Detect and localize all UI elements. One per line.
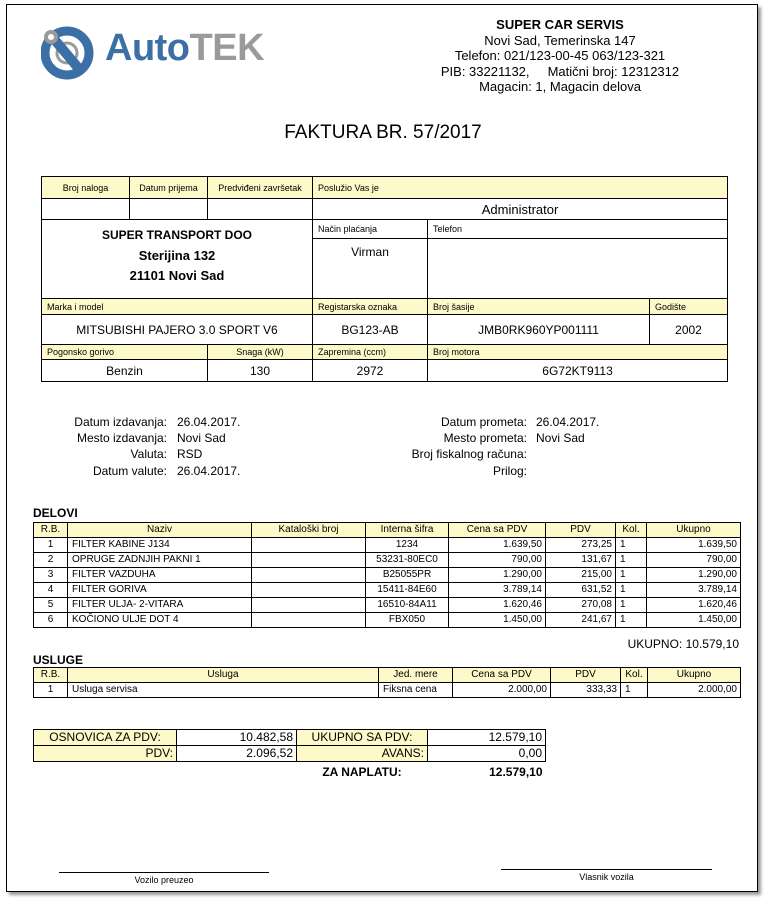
ukupno-sa-pdv-label: UKUPNO SA PDV: xyxy=(297,730,428,746)
usluge-cell: 1 xyxy=(34,683,68,698)
delovi-col-rb: R.B. xyxy=(34,523,68,538)
delovi-cell: 1 xyxy=(616,568,647,583)
delovi-col-cena: Cena sa PDV xyxy=(449,523,546,538)
delovi-row xyxy=(34,613,741,628)
delovi-cell: 790,00 xyxy=(647,553,741,568)
nacin-placanja-value: Virman xyxy=(313,239,428,299)
mesto-prometa-label: Mesto prometa: xyxy=(443,431,527,445)
gorivo-value: Benzin xyxy=(42,360,208,382)
delovi-cell: OPRUGE ZADNJIH PAKNI 1 xyxy=(68,553,252,568)
delovi-row xyxy=(34,583,741,598)
delovi-cell: 215,00 xyxy=(546,568,616,583)
delovi-cell: 1.639,50 xyxy=(449,538,546,553)
sasija-label: Broj šasije xyxy=(428,299,650,315)
delovi-cell: 1.290,00 xyxy=(449,568,546,583)
usluge-cell: 2.000,00 xyxy=(453,683,551,698)
delovi-cell: B25055PR xyxy=(366,568,449,583)
datum-izdavanja-value: 26.04.2017. xyxy=(177,415,241,429)
delovi-col-kol: Kol. xyxy=(616,523,647,538)
snaga-value: 130 xyxy=(208,360,313,382)
delovi-cell xyxy=(252,538,366,553)
valuta-value: RSD xyxy=(177,447,203,461)
mesto-izdavanja-label: Mesto izdavanja: xyxy=(76,431,167,445)
company-info xyxy=(395,17,725,95)
za-naplatu-label: ZA NAPLATU: xyxy=(322,764,402,779)
delovi-cell: 1 xyxy=(616,553,647,568)
usluge-title: USLUGE xyxy=(33,653,84,667)
godiste-label: Godište xyxy=(650,299,728,315)
delovi-cell xyxy=(252,598,366,613)
delovi-row xyxy=(34,568,741,583)
usluge-row xyxy=(34,683,741,698)
logo-wordmark: AutoTEK xyxy=(105,27,265,69)
company-warehouse: Magacin: 1, Magacin delova xyxy=(479,79,641,94)
delovi-cell: 6 xyxy=(34,613,68,628)
posluzio-label: Poslužio Vas je xyxy=(313,177,728,199)
delovi-cell: 53231-80EC0 xyxy=(366,553,449,568)
delovi-row xyxy=(34,538,741,553)
prilog-label: Prilog: xyxy=(492,464,527,478)
reg-value: BG123-AB xyxy=(313,315,428,345)
motor-label: Broj motora xyxy=(428,345,728,360)
usluge-table xyxy=(33,667,741,698)
company-pib: PIB: 33221132, Matični broj: 12312312 xyxy=(440,63,680,79)
delovi-col-sifra: Interna šifra xyxy=(366,523,449,538)
delovi-cell: 1.450,00 xyxy=(449,613,546,628)
delovi-cell: 3.789,14 xyxy=(647,583,741,598)
datum-prometa-label: Datum prometa: xyxy=(440,415,527,429)
invoice-title: FAKTURA BR. 57/2017 xyxy=(284,122,482,143)
delovi-col-naziv: Naziv xyxy=(68,523,252,538)
customer-name: SUPER TRANSPORT DOO xyxy=(101,228,252,242)
delovi-cell: FILTER ULJA- 2-VITARA xyxy=(68,598,252,613)
delovi-cell: 15411-84E60 xyxy=(366,583,449,598)
pdv-value: 2.096,52 xyxy=(177,746,297,762)
signature-label-right: Vlasnik vozila xyxy=(579,872,634,882)
avans-label: AVANS: xyxy=(297,746,428,762)
delovi-cell xyxy=(252,613,366,628)
delovi-cell: 1 xyxy=(616,583,647,598)
delovi-cell: 1.620,46 xyxy=(449,598,546,613)
signature-line-left xyxy=(59,872,269,873)
usluge-col-cena: Cena sa PDV xyxy=(453,668,551,683)
posluzio-value: Administrator xyxy=(313,199,728,220)
telefon-label: Telefon xyxy=(428,220,728,239)
delovi-cell: 1 xyxy=(616,613,647,628)
signature-line-right xyxy=(501,869,712,870)
order-header-table xyxy=(41,176,728,382)
usluge-cell: 1 xyxy=(621,683,648,698)
delovi-cell: 1234 xyxy=(366,538,449,553)
company-address: Novi Sad, Temerinska 147 xyxy=(484,32,636,48)
delovi-cell: 273,25 xyxy=(546,538,616,553)
datum-prometa-value: 26.04.2017. xyxy=(536,415,600,429)
mesto-izdavanja-value: Novi Sad xyxy=(177,431,226,445)
zapremina-value: 2972 xyxy=(313,360,428,382)
usluge-cell: Usluga servisa xyxy=(68,683,379,698)
totals-table xyxy=(33,729,546,782)
customer-block xyxy=(42,220,313,299)
customer-street: Sterijina 132 xyxy=(138,248,216,263)
delovi-cell: 3 xyxy=(34,568,68,583)
gorivo-label: Pogonsko gorivo xyxy=(42,345,208,360)
delovi-title: DELOVI xyxy=(33,506,78,520)
delovi-cell: 2 xyxy=(34,553,68,568)
delovi-cell: 790,00 xyxy=(449,553,546,568)
invoice-info xyxy=(7,414,759,484)
avans-value: 0,00 xyxy=(428,746,546,762)
usluge-col-kol: Kol. xyxy=(621,668,648,683)
datum-valute-label: Datum valute: xyxy=(92,464,167,478)
delovi-cell: 131,67 xyxy=(546,553,616,568)
delovi-cell: FILTER VAZDUHA xyxy=(68,568,252,583)
delovi-cell: FILTER GORIVA xyxy=(68,583,252,598)
usluge-col-jed: Jed. mere xyxy=(379,668,453,683)
usluge-cell: Fiksna cena xyxy=(379,683,453,698)
delovi-cell: 5 xyxy=(34,598,68,613)
predvideni-value xyxy=(208,199,313,220)
delovi-cell xyxy=(252,568,366,583)
datum-izdavanja-label: Datum izdavanja: xyxy=(74,415,167,429)
delovi-cell: 1.620,46 xyxy=(647,598,741,613)
delovi-col-katalog: Kataloški broj xyxy=(252,523,366,538)
valuta-label: Valuta: xyxy=(130,447,167,461)
telefon-value xyxy=(428,239,728,299)
delovi-table xyxy=(33,522,741,628)
signature-label-left: Vozilo preuzeo xyxy=(134,875,194,885)
za-naplatu-value: 12.579,10 xyxy=(489,764,543,779)
delovi-cell: 4 xyxy=(34,583,68,598)
delovi-total: UKUPNO: 10.579,10 xyxy=(627,637,739,651)
pdv-label: PDV: xyxy=(34,746,177,762)
predvideni-label: Predviđeni završetak xyxy=(208,177,313,199)
delovi-col-ukupno: Ukupno xyxy=(647,523,741,538)
delovi-cell xyxy=(252,553,366,568)
marka-label: Marka i model xyxy=(42,299,313,315)
delovi-cell: 1 xyxy=(616,538,647,553)
company-phone: Telefon: 021/123-00-45 063/123-321 xyxy=(454,48,666,63)
delovi-cell: 241,67 xyxy=(546,613,616,628)
broj-naloga-label: Broj naloga xyxy=(42,177,130,199)
company-name: SUPER CAR SERVIS xyxy=(496,17,624,32)
delovi-cell: 1.450,00 xyxy=(647,613,741,628)
osnovica-label: OSNOVICA ZA PDV: xyxy=(34,730,177,746)
usluge-col-pdv: PDV xyxy=(551,668,621,683)
delovi-cell: KOČIONO ULJE DOT 4 xyxy=(68,613,252,628)
delovi-cell: 631,52 xyxy=(546,583,616,598)
delovi-cell: FBX050 xyxy=(366,613,449,628)
mesto-prometa-value: Novi Sad xyxy=(536,431,585,445)
osnovica-value: 10.482,58 xyxy=(177,730,297,746)
delovi-cell: 16510-84A11 xyxy=(366,598,449,613)
datum-prijema-label: Datum prijema xyxy=(130,177,208,199)
delovi-cell: 1.290,00 xyxy=(647,568,741,583)
broj-naloga-value xyxy=(42,199,130,220)
wrench-tire-logo-icon xyxy=(41,25,101,81)
motor-value: 6G72KT9113 xyxy=(428,360,728,382)
usluge-col-rb: R.B. xyxy=(34,668,68,683)
snaga-label: Snaga (kW) xyxy=(208,345,313,360)
usluge-col-ukupno: Ukupno xyxy=(648,668,741,683)
delovi-cell: FILTER KABINE J134 xyxy=(68,538,252,553)
nacin-placanja-label: Način plaćanja xyxy=(313,220,428,239)
delovi-cell: 1 xyxy=(616,598,647,613)
delovi-col-pdv: PDV xyxy=(546,523,616,538)
marka-value: MITSUBISHI PAJERO 3.0 SPORT V6 xyxy=(42,315,313,345)
usluge-cell: 333,33 xyxy=(551,683,621,698)
godiste-value: 2002 xyxy=(650,315,728,345)
delovi-row xyxy=(34,553,741,568)
delovi-row xyxy=(34,598,741,613)
delovi-cell: 1.639,50 xyxy=(647,538,741,553)
usluge-col-usluga: Usluga xyxy=(68,668,379,683)
reg-label: Registarska oznaka xyxy=(313,299,428,315)
delovi-cell: 270,08 xyxy=(546,598,616,613)
datum-prijema-value xyxy=(130,199,208,220)
delovi-cell: 3.789,14 xyxy=(449,583,546,598)
zapremina-label: Zapremina (ccm) xyxy=(313,345,428,360)
customer-city: 21101 Novi Sad xyxy=(129,268,225,283)
fiskalni-label: Broj fiskalnog računa: xyxy=(411,447,527,461)
datum-valute-value: 26.04.2017. xyxy=(177,464,241,478)
sasija-value: JMB0RK960YP001111 xyxy=(428,315,650,345)
delovi-cell: 1 xyxy=(34,538,68,553)
delovi-cell xyxy=(252,583,366,598)
ukupno-sa-pdv-value: 12.579,10 xyxy=(428,730,546,746)
usluge-cell: 2.000,00 xyxy=(648,683,741,698)
invoice-sheet xyxy=(6,4,758,892)
